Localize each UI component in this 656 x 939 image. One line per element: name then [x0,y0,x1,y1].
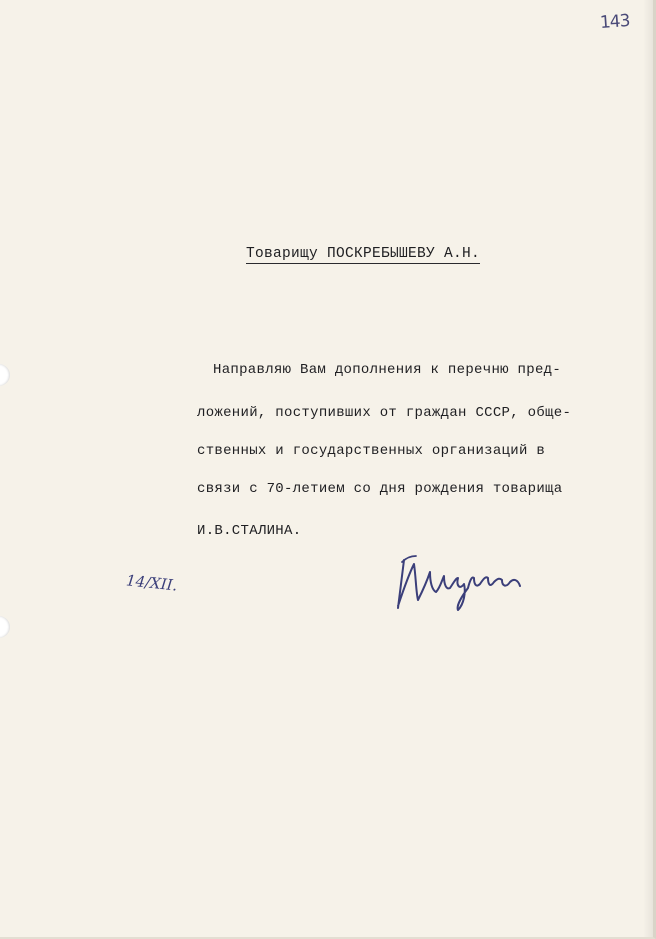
body-line-4: связи с 70-летием со дня рождения товарища [197,481,563,497]
body-line-2: ложений, поступивших от граждан СССР, обще- [197,405,572,421]
body-line-5: И.В.СТАЛИНА. [197,523,302,539]
body-line-3: ственных и государственных организаций в [197,443,546,459]
addressee-line: Товарищу ПОСКРЕБЫШЕВУ А.Н. [246,246,481,262]
signature-mark [394,548,526,618]
folio-number: 143 [599,10,631,34]
body-line-1: Направляю Вам дополнения к перечню пред- [213,362,562,378]
handwritten-date: 14/XII. [125,571,179,595]
page-edge-shadow [643,0,653,939]
punch-hole-lower [0,616,10,638]
punch-hole-upper [0,364,10,386]
